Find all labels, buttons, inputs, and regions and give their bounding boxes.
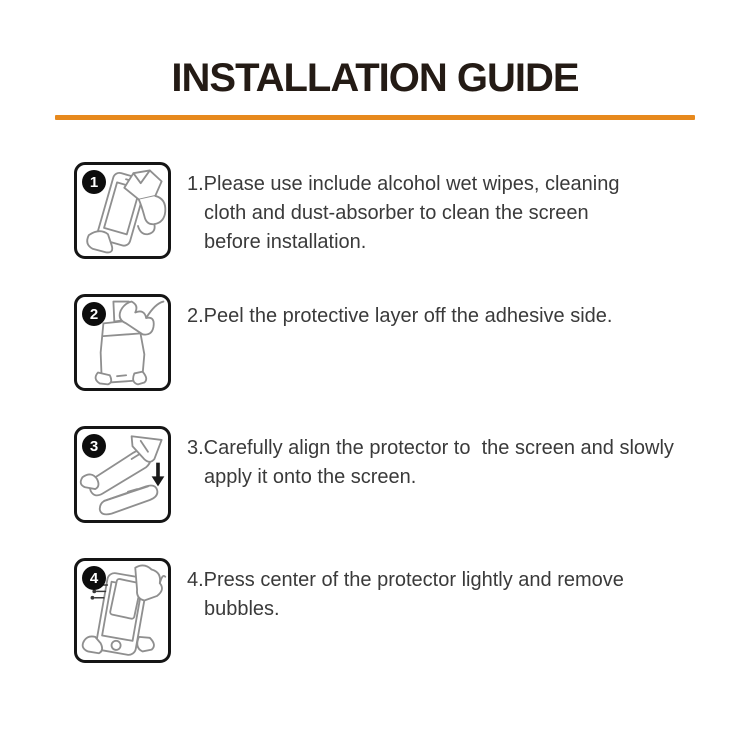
step-4-number-badge: 4 [82, 566, 106, 590]
step-2-line-1: 2.Peel the protective layer off the adhesive side. [187, 305, 613, 327]
step-2-number-badge: 2 [82, 302, 106, 326]
step-1-illustration-frame [74, 162, 171, 259]
step-row-1 [74, 162, 710, 259]
steps-list [0, 162, 750, 663]
step-row-4 [74, 558, 710, 663]
step-4-line-2: bubbles. [204, 598, 280, 620]
page-title: INSTALLATION GUIDE [171, 56, 579, 100]
step-row-2 [74, 294, 710, 391]
step-1-number-badge: 1 [82, 170, 106, 194]
step-row-3 [74, 426, 710, 523]
step-3-line-2: apply it onto the screen. [204, 466, 417, 488]
step-1-line-2: cloth and dust-absorber to clean the screen [204, 202, 589, 224]
step-2-text [187, 294, 612, 331]
title-divider [55, 115, 695, 120]
step-4-text [187, 558, 624, 624]
step-3-text [187, 426, 674, 492]
step-2-illustration-frame [74, 294, 171, 391]
step-3-illustration-frame [74, 426, 171, 523]
step-4-line-1: 4.Press center of the protector lightly and remove [187, 569, 624, 591]
step-1-line-1: 1.Please use include alcohol wet wipes, cleaning [187, 173, 620, 195]
step-3-number-badge: 3 [82, 434, 106, 458]
step-1-line-3: before installation. [204, 231, 367, 253]
step-1-text [187, 162, 620, 257]
step-3-line-1: 3.Carefully align the protector to the screen and slowly [187, 437, 674, 459]
step-4-illustration-frame [74, 558, 171, 663]
